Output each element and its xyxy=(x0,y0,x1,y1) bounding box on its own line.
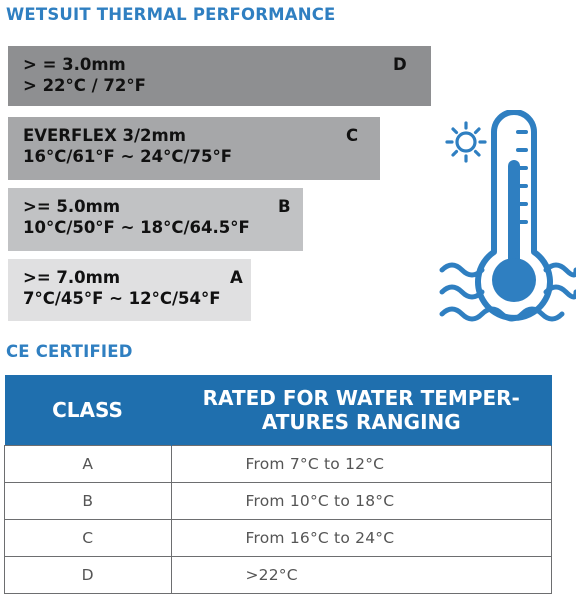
row-range: >22°C xyxy=(171,557,552,594)
row-range: From 7°C to 12°C xyxy=(171,446,552,483)
ce-class-table xyxy=(4,375,552,594)
table-row xyxy=(5,446,552,483)
row-class: B xyxy=(5,483,172,520)
sun-icon xyxy=(447,123,485,161)
table-header-row xyxy=(5,375,552,446)
page-title: WETSUIT THERMAL PERFORMANCE xyxy=(6,5,336,24)
band-class-letter: B xyxy=(278,197,291,216)
table-row xyxy=(5,557,552,594)
row-class: D xyxy=(5,557,172,594)
table-row xyxy=(5,483,552,520)
band-class-letter: C xyxy=(346,126,359,145)
table-row xyxy=(5,520,552,557)
band-range: 7°C/45°F ~ 12°C/54°F xyxy=(23,289,221,308)
band-class-letter: D xyxy=(393,55,407,74)
band-class-b xyxy=(8,188,303,251)
band-spec: >= 5.0mm xyxy=(23,197,121,216)
header-rated-range: RATED FOR WATER TEMPER- ATURES RANGING xyxy=(171,375,552,446)
band-class-c xyxy=(8,117,380,180)
row-range: From 10°C to 18°C xyxy=(171,483,552,520)
band-spec: >= 7.0mm xyxy=(23,268,121,287)
thermometer-water-sun-icon xyxy=(436,110,576,322)
band-spec: EVERFLEX 3/2mm xyxy=(23,126,186,145)
band-range: > 22°C / 72°F xyxy=(23,76,146,95)
band-spec: > = 3.0mm xyxy=(23,55,126,74)
band-class-a xyxy=(8,259,251,321)
band-class-letter: A xyxy=(230,268,243,287)
row-class: A xyxy=(5,446,172,483)
row-class: C xyxy=(5,520,172,557)
band-range: 16°C/61°F ~ 24°C/75°F xyxy=(23,147,232,166)
section-title: CE CERTIFIED xyxy=(6,342,133,361)
header-class: CLASS xyxy=(5,375,172,446)
band-class-d xyxy=(8,46,431,106)
row-range: From 16°C to 24°C xyxy=(171,520,552,557)
band-range: 10°C/50°F ~ 18°C/64.5°F xyxy=(23,218,250,237)
